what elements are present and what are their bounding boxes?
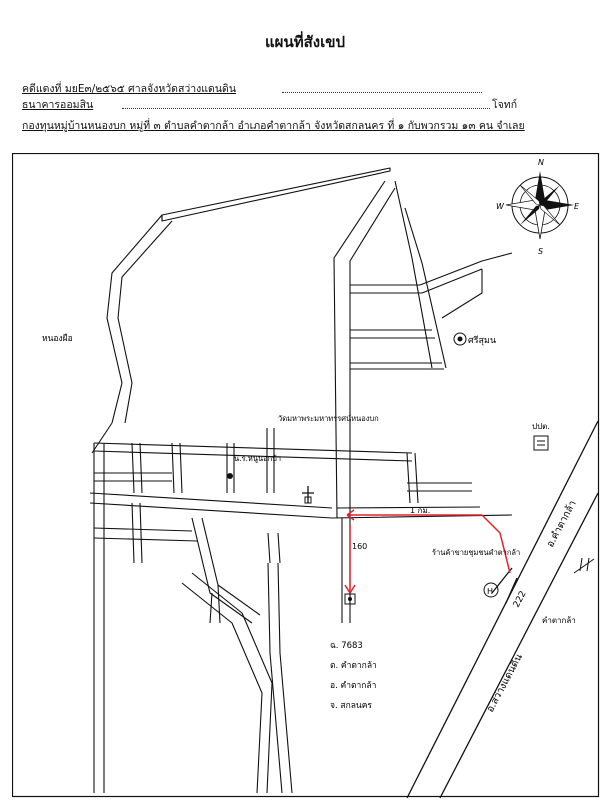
svg-text:H: H [487,587,494,596]
label-clinic: ร้านค้าขายชุมชนคำตากล้า [432,548,521,557]
map-canvas [12,153,600,798]
label-distance-1km: 1 กม. [410,506,431,515]
flag-icon [574,558,594,573]
label-nong-phue: หนองผือ [42,334,73,344]
road-network [90,168,512,793]
label-tambon: ต. คำตากล้า [330,661,377,671]
compass-icon [496,158,580,256]
compass-n: N [538,158,544,167]
case-line-dotted [282,92,482,93]
label-sri-sumon: ศรีสุมน [468,336,497,346]
compass-w: W [496,202,504,211]
label-road-kham: อ.คำตากล้า [544,498,579,550]
page-title: แผนที่สังเขป [265,33,345,51]
label-changwat: จ. สกลนคร [330,701,372,711]
plaintiff-label: โจทก์ [492,99,518,111]
label-temple: วัดมหาพระมหาทรรศน์หนองบก [278,414,379,423]
label-police: ปปต. [532,422,550,431]
compass-e: E [574,202,580,211]
police-icon [534,436,548,450]
highway-222 [407,421,598,798]
bank-line: ธนาคารออมสิน [22,99,94,111]
map-frame [13,154,599,797]
sri-sumon-dot [458,337,463,342]
temple-cross-icon [302,486,314,503]
case-line: คดีแดงที่ มยE๓/๒๕๖๕ ศาลจังหวัดสว่างแดนดิน [22,83,237,95]
label-parcel-no: ฉ. 7683 [330,641,363,651]
school-marker [227,473,233,479]
compass-s: S [538,247,544,256]
bank-line-dotted [122,108,490,109]
label-road-222: 222 [511,589,529,610]
label-kham-right: คำตากล้า [542,616,576,625]
defendant-line: กองทุนหมู่บ้านหนองบก หมู่ที่ ๓ ตำบลคำตากล้า อำเภอคำตากล้า จังหวัดสกลนคร ที่ ๑ กับพวกรวม ๑๓ คน จำเลย [22,120,525,132]
label-amphoe: อ. คำตากล้า [330,681,377,691]
label-school: น.ร.หนูนอกบ้า [234,454,282,463]
label-distance-160: 160 [352,542,368,551]
label-road-sawang: อ.สว่างแดนดิน [484,652,525,715]
